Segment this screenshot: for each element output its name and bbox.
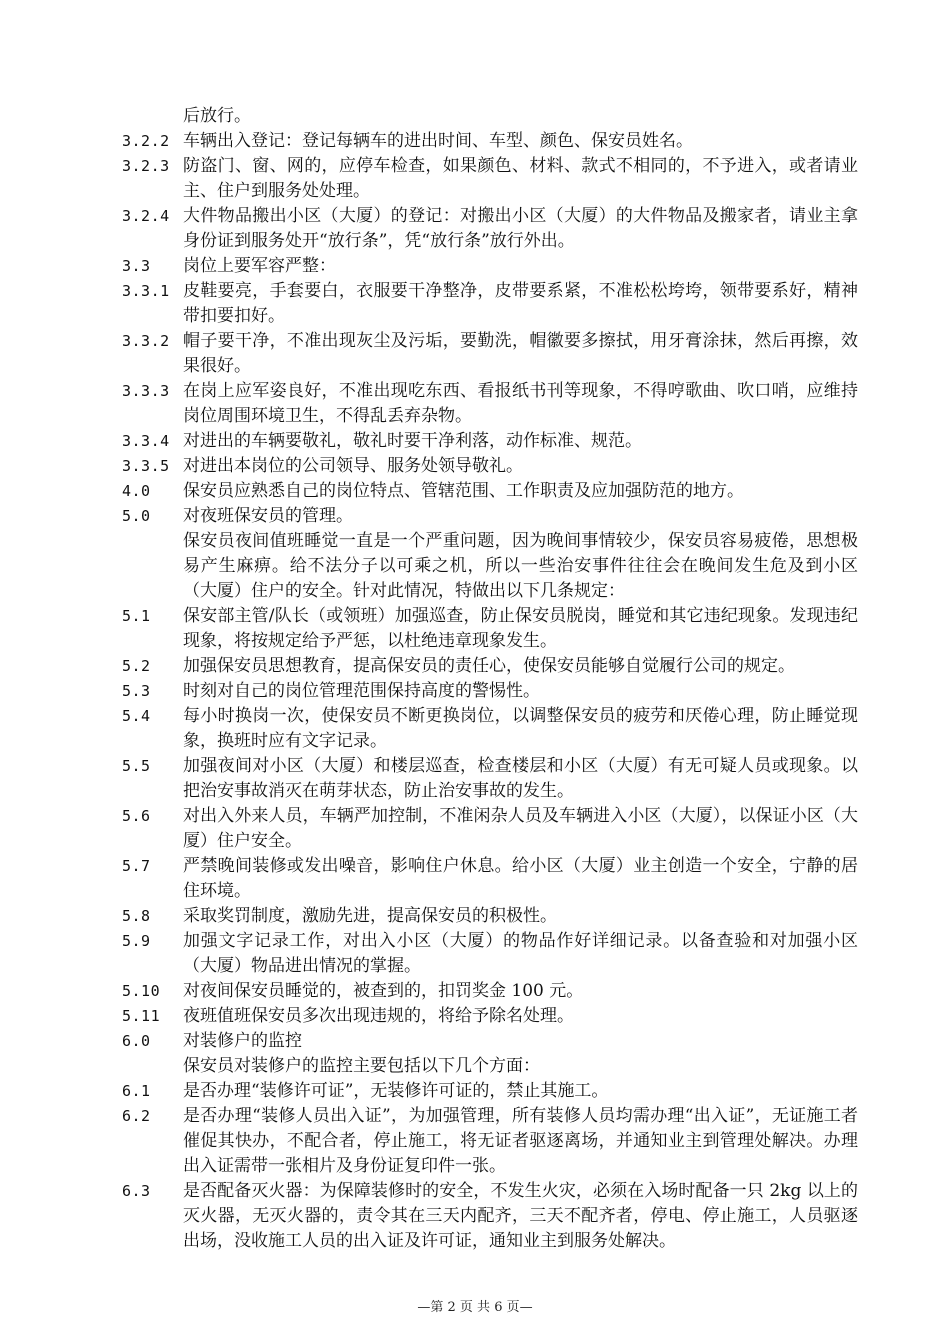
clause-text: 加强保安员思想教育，提高保安员的责任心，使保安员能够自觉履行公司的规定。: [183, 656, 795, 676]
clause-text: 在岗上应军姿良好，不准出现吃东西、看报纸书刊等现象，不得哼歌曲、吹口哨，应维持岗位周围环境卫生，不得乱丢弃杂物。: [183, 381, 858, 426]
clause-number: 5.5: [122, 757, 151, 775]
clause-number: 4.0: [122, 482, 151, 500]
clause-text: 保安部主管/队长（或领班）加强巡查，防止保安员脱岗，睡觉和其它违纪现象。发现违纪现象，将按规定给予严惩，以杜绝违章现象发生。: [183, 606, 858, 651]
clause-text: 加强文字记录工作，对出入小区（大厦）的物品作好详细记录。以备查验和对加强小区（大厦）物品进出情况的掌握。: [183, 931, 858, 976]
clause-number: 6.3: [122, 1182, 151, 1200]
clause-row: [0, 804, 950, 854]
clause-text: 后放行。: [183, 106, 251, 126]
clause-row: [0, 104, 950, 129]
clause-text: 采取奖罚制度，激励先进，提高保安员的积极性。: [183, 906, 557, 926]
clause-number: 5.9: [122, 932, 151, 950]
clause-number: 3.3: [122, 257, 151, 275]
clause-row: [0, 1054, 950, 1079]
clause-text: 加强夜间对小区（大厦）和楼层巡查，检查楼层和小区（大厦）有无可疑人员或现象。以把治安事故消灭在萌芽状态，防止治安事故的发生。: [183, 756, 858, 801]
clause-number: 5.6: [122, 807, 151, 825]
clause-row: [0, 654, 950, 679]
clause-text: 夜班值班保安员多次出现违规的，将给予除名处理。: [183, 1006, 574, 1026]
clause-row: [0, 479, 950, 504]
clause-row: [0, 1104, 950, 1179]
clause-row: [0, 1179, 950, 1254]
clause-number: 6.2: [122, 1107, 151, 1125]
clause-number: 3.3.1: [122, 282, 170, 300]
clause-number: 5.8: [122, 907, 151, 925]
clause-row: [0, 1004, 950, 1029]
clause-text: 是否办理“装修许可证”，无装修许可证的，禁止其施工。: [183, 1081, 609, 1101]
clause-number: 3.2.2: [122, 132, 170, 150]
clause-text: 对进出的车辆要敬礼，敬礼时要干净利落，动作标准、规范。: [183, 431, 642, 451]
clause-number: 5.3: [122, 682, 151, 700]
clause-number: 5.0: [122, 507, 151, 525]
clause-row: [0, 204, 950, 254]
clause-row: [0, 279, 950, 329]
clause-row: [0, 904, 950, 929]
clause-number: 5.1: [122, 607, 151, 625]
clause-text: 严禁晚间装修或发出噪音，影响住户休息。给小区（大厦）业主创造一个安全，宁静的居住环境。: [183, 856, 858, 901]
clause-row: [0, 929, 950, 979]
clause-text: 对进出本岗位的公司领导、服务处领导敬礼。: [183, 456, 523, 476]
clause-text: 每小时换岗一次，使保安员不断更换岗位，以调整保安员的疲劳和厌倦心理，防止睡觉现象，换班时应有文字记录。: [183, 706, 858, 751]
clause-text: 对装修户的监控: [183, 1031, 302, 1051]
clause-number: 5.7: [122, 857, 151, 875]
clause-text: 车辆出入登记：登记每辆车的进出时间、车型、颜色、保安员姓名。: [183, 131, 693, 151]
clause-row: [0, 704, 950, 754]
clause-number: 5.2: [122, 657, 151, 675]
clause-number: 3.3.2: [122, 332, 170, 350]
clause-row: [0, 604, 950, 654]
clause-row: [0, 429, 950, 454]
clause-text: 是否办理“装修人员出入证”，为加强管理，所有装修人员均需办理“出入证”，无证施工者催促其快办，不配合者，停止施工，将无证者驱逐离场，并通知业主到管理处解决。办理出入证需带一张相片及身份证复印件一张。: [183, 1106, 858, 1176]
clause-number: 3.2.4: [122, 207, 170, 225]
clause-row: [0, 379, 950, 429]
clause-text: 保安员应熟悉自己的岗位特点、管辖范围、工作职责及应加强防范的地方。: [183, 481, 744, 501]
clause-text: 防盗门、窗、网的，应停车检查，如果颜色、材料、款式不相同的，不予进入，或者请业主、住户到服务处处理。: [183, 156, 858, 201]
clause-text: 时刻对自己的岗位管理范围保持高度的警惕性。: [183, 681, 540, 701]
page-footer: —第 2 页 共 6 页—: [417, 1300, 533, 1315]
clause-row: [0, 254, 950, 279]
clause-number: 6.1: [122, 1082, 151, 1100]
clause-text: 对夜间保安员睡觉的，被查到的，扣罚奖金 100 元。: [183, 981, 584, 1001]
clause-text: 是否配备灭火器：为保障装修时的安全，不发生火灾，必须在入场时配备一只 2kg 以上的灭火器，无灭火器的，责令其在三天内配齐，三天不配齐者，停电、停止施工，人员驱逐出场，没收施工人员的出入证及许可证，通知业主到服务处解决。: [183, 1181, 858, 1251]
clause-row: [0, 504, 950, 529]
clause-row: [0, 854, 950, 904]
clause-row: [0, 754, 950, 804]
clause-text: 对出入外来人员，车辆严加控制，不准闲杂人员及车辆进入小区（大厦），以保证小区（大厦）住户安全。: [183, 806, 858, 851]
clause-text: 大件物品搬出小区（大厦）的登记：对搬出小区（大厦）的大件物品及搬家者，请业主拿身份证到服务处开“放行条”，凭“放行条”放行外出。: [183, 206, 858, 251]
clause-text: 岗位上要军容严整：: [183, 256, 336, 276]
document-body: [0, 104, 950, 1254]
clause-number: 3.3.3: [122, 382, 170, 400]
clause-text: 对夜班保安员的管理。: [183, 506, 353, 526]
clause-text: 保安员夜间值班睡觉一直是一个严重问题，因为晚间事情较少，保安员容易疲倦，思想极易产生麻痹。给不法分子以可乘之机，所以一些治安事件往往会在晚间发生危及到小区（大厦）住户的安全。针对此情况，特做出以下几条规定：: [183, 531, 858, 601]
clause-row: [0, 329, 950, 379]
clause-number: 3.3.5: [122, 457, 170, 475]
clause-number: 5.4: [122, 707, 151, 725]
clause-row: [0, 979, 950, 1004]
clause-row: [0, 679, 950, 704]
clause-row: [0, 529, 950, 604]
clause-number: 5.11: [122, 1007, 161, 1025]
clause-row: [0, 1079, 950, 1104]
clause-row: [0, 1029, 950, 1054]
clause-text: 帽子要干净，不准出现灰尘及污垢，要勤洗，帽徽要多擦拭，用牙膏涂抹，然后再擦，效果很好。: [183, 331, 858, 376]
clause-number: 6.0: [122, 1032, 151, 1050]
clause-text: 保安员对装修户的监控主要包括以下几个方面：: [183, 1056, 540, 1076]
clause-row: [0, 129, 950, 154]
clause-number: 5.10: [122, 982, 161, 1000]
clause-number: 3.2.3: [122, 157, 170, 175]
clause-row: [0, 454, 950, 479]
clause-text: 皮鞋要亮，手套要白，衣服要干净整净，皮带要系紧，不准松松垮垮，领带要系好，精神带扣要扣好。: [183, 281, 858, 326]
clause-number: 3.3.4: [122, 432, 170, 450]
clause-row: [0, 154, 950, 204]
